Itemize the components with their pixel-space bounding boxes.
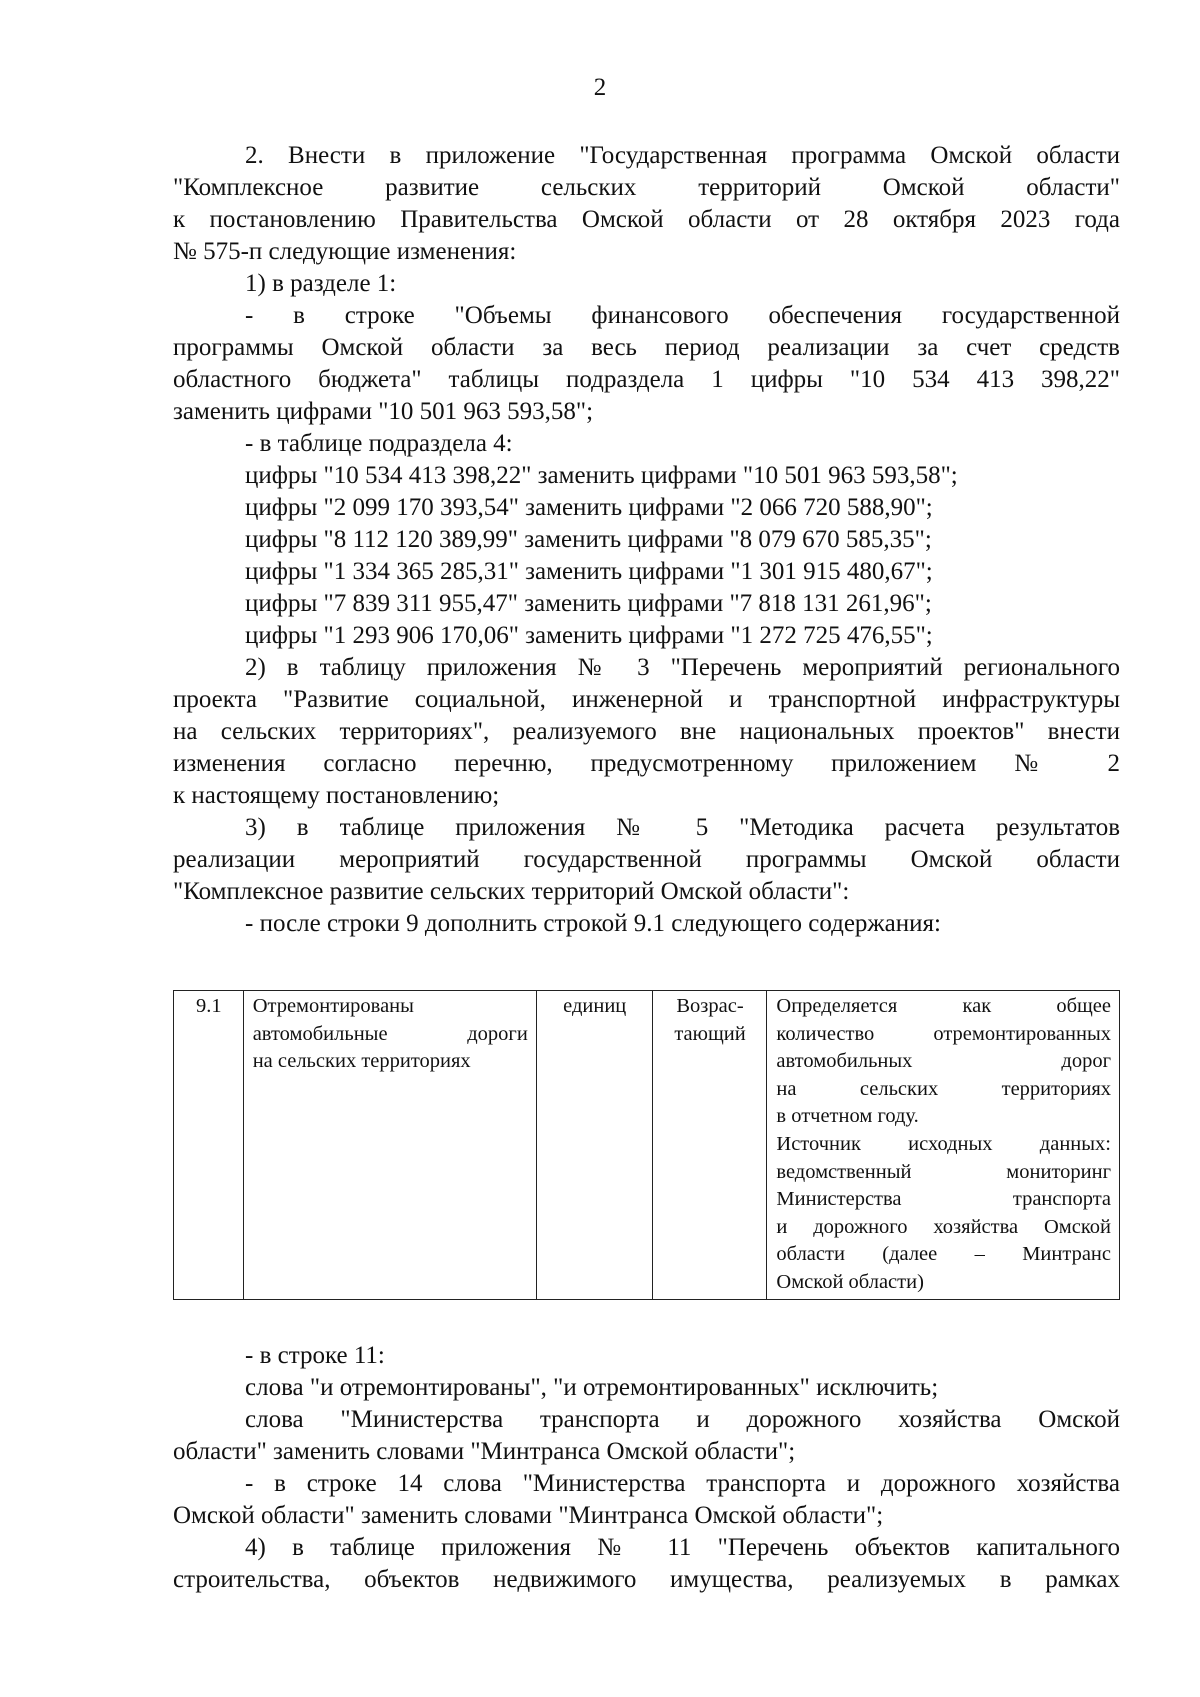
cell-line: Определяется как общее	[776, 995, 1111, 1017]
cell-line: Источник исходных данных:	[776, 1132, 1111, 1155]
paragraph-line: на сельских территориях", реализуемого вне национальных проектов" внести	[173, 718, 1120, 745]
cell-line: Министерства транспорта	[776, 1188, 1111, 1211]
replacement-line: цифры "1 334 365 285,31" заменить цифрами "1 301 915 480,67";	[245, 558, 933, 585]
paragraph-line: реализации мероприятий государственной программы Омской области	[173, 846, 1120, 873]
cell-line: на сельских территориях	[252, 1050, 471, 1073]
unit-value: единиц	[563, 995, 627, 1017]
cell-line: автомобильные дороги	[252, 1022, 528, 1045]
paragraph-line: строительства, объектов недвижимого имущества, реализуемых в рамках	[173, 1566, 1120, 1593]
inserted-row-table	[173, 990, 1120, 1300]
paragraph-line: к настоящему постановлению;	[173, 782, 500, 809]
result-name-cell	[243, 991, 536, 1300]
row-number-cell	[174, 991, 244, 1300]
method-cell	[767, 991, 1120, 1300]
cell-line: Отремонтированы	[252, 995, 414, 1017]
row-number: 9.1	[196, 995, 222, 1017]
paragraph-line: - в строке 14 слова "Министерства транспорта и дорожного хозяйства	[245, 1470, 1120, 1497]
cell-line: Возрас-	[676, 995, 744, 1017]
cell-line: области (далее – Минтранс	[776, 1243, 1111, 1266]
paragraph-line: слова "и отремонтированы", "и отремонтированных" исключить;	[245, 1374, 939, 1401]
paragraph-line: областного бюджета" таблицы подраздела 1 цифры "10 534 413 398,22"	[173, 366, 1120, 393]
replacement-line: цифры "8 112 120 389,99" заменить цифрами "8 079 670 585,35";	[245, 526, 932, 553]
cell-line: количество отремонтированных	[776, 1022, 1111, 1045]
paragraph-line: к постановлению Правительства Омской области от 28 октября 2023 года	[173, 206, 1120, 233]
paragraph-line: проекта "Развитие социальной, инженерной и транспортной инфраструктуры	[173, 686, 1120, 713]
paragraph-line: № 575-п следующие изменения:	[173, 238, 517, 265]
cell-line: в отчетном году.	[776, 1105, 919, 1128]
replacement-line: цифры "2 099 170 393,54" заменить цифрами "2 066 720 588,90";	[245, 494, 933, 521]
cell-line: на сельских территориях	[776, 1077, 1111, 1100]
paragraph-line: 1) в разделе 1:	[245, 270, 397, 297]
paragraph-line: "Комплексное развитие сельских территорий Омской области"	[173, 174, 1120, 201]
paragraph-line: изменения согласно перечню, предусмотренному приложением № 2	[173, 750, 1120, 777]
table-row	[174, 991, 1120, 1300]
paragraph-line: 2) в таблицу приложения № 3 "Перечень мероприятий регионального	[245, 654, 1120, 681]
paragraph-line: Омской области" заменить словами "Минтранса Омской области";	[173, 1502, 884, 1529]
page-number: 2	[593, 74, 607, 101]
paragraph-line: - в строке 11:	[245, 1342, 385, 1369]
replacement-line: цифры "1 293 906 170,06" заменить цифрами "1 272 725 476,55";	[245, 622, 933, 649]
cell-line: Омской области)	[776, 1270, 924, 1293]
cell-line: автомобильных дорог	[776, 1050, 1111, 1073]
paragraph-line: - в строке "Объемы финансового обеспечения государственной	[245, 302, 1120, 329]
paragraph-line: "Комплексное развитие сельских территорий Омской области":	[173, 878, 850, 905]
paragraph-line: области" заменить словами "Минтранса Омской области";	[173, 1438, 796, 1465]
paragraph-line: 3) в таблице приложения № 5 "Методика расчета результатов	[245, 814, 1120, 841]
paragraph-line: слова "Министерства транспорта и дорожного хозяйства Омской	[245, 1406, 1120, 1433]
replacement-line: цифры "7 839 311 955,47" заменить цифрами "7 818 131 261,96";	[245, 590, 932, 617]
paragraph-line: заменить цифрами "10 501 963 593,58";	[173, 398, 594, 425]
dynamic-cell	[652, 991, 767, 1300]
paragraph-line: программы Омской области за весь период реализации за счет средств	[173, 334, 1120, 361]
cell-line: и дорожного хозяйства Омской	[776, 1215, 1111, 1238]
unit-cell	[536, 991, 652, 1300]
paragraph-line: 4) в таблице приложения № 11 "Перечень объектов капитального	[245, 1534, 1120, 1561]
cell-line: тающий	[674, 1022, 746, 1045]
cell-line: ведомственный мониторинг	[776, 1160, 1111, 1183]
paragraph-line: - после строки 9 дополнить строкой 9.1 следующего содержания:	[245, 910, 941, 937]
paragraph-line: - в таблице подраздела 4:	[245, 430, 513, 457]
replacement-line: цифры "10 534 413 398,22" заменить цифрами "10 501 963 593,58";	[245, 462, 958, 489]
paragraph-line: 2. Внести в приложение "Государственная программа Омской области	[245, 142, 1120, 169]
